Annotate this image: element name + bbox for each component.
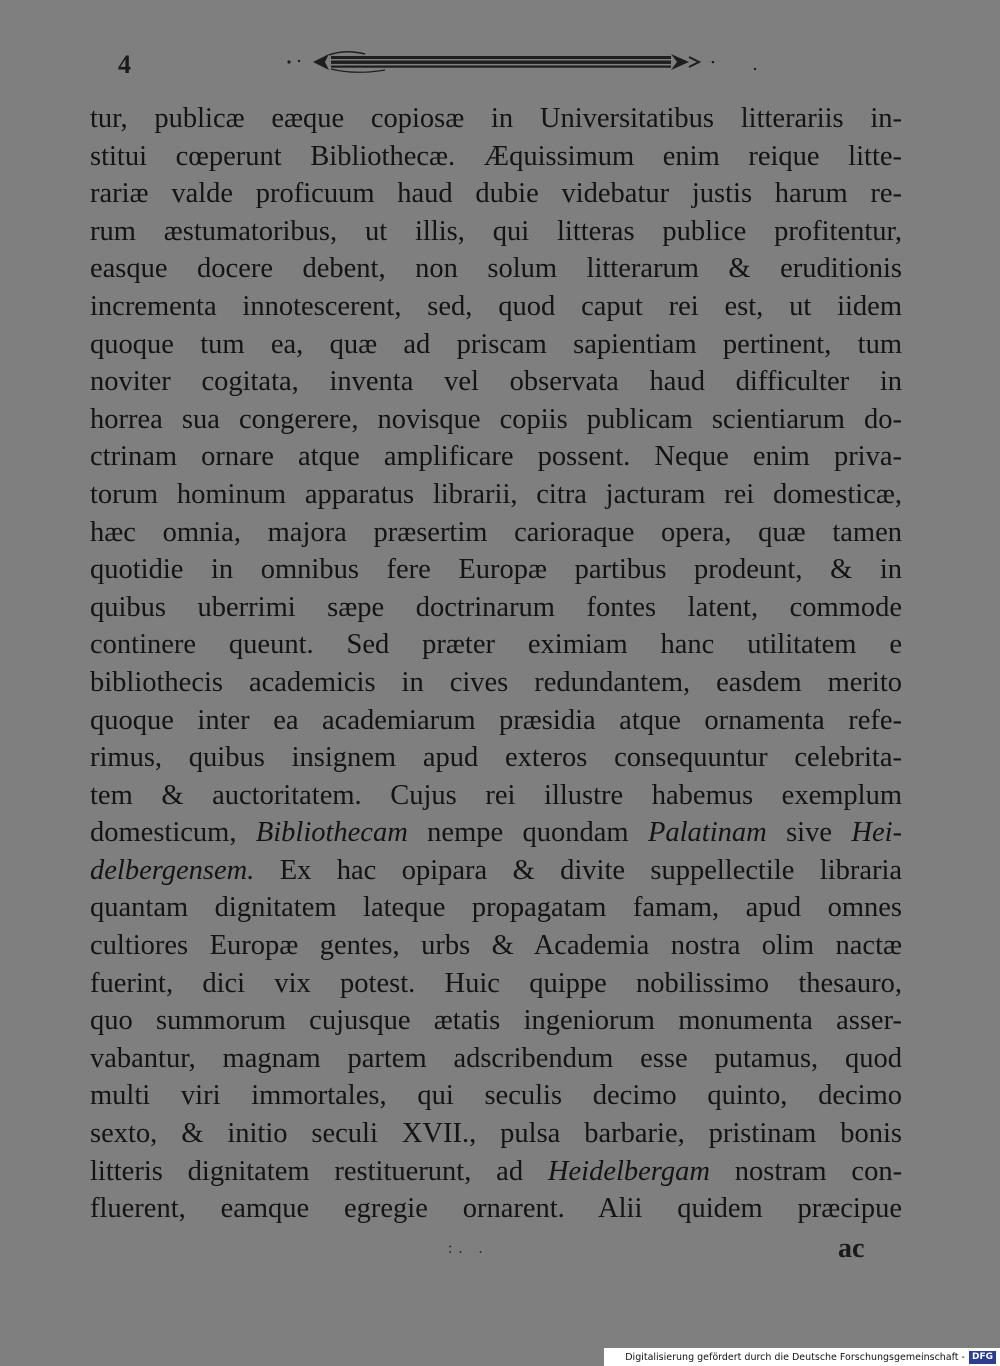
text-line: domesticum, Bibliothecam nempe quondam Palatinam sive Hei-: [90, 817, 903, 849]
text-line: rum æstumatoribus, ut illis, qui litteras publice profitentur,: [90, 215, 902, 247]
text-line: fuerint, dici vix potest. Huic quippe nobilissimo thesauro,: [90, 967, 902, 999]
text-line: cultiores Europæ gentes, urbs & Academia nostra olim nactæ: [90, 930, 902, 962]
text-line: torum hominum apparatus librarii, citra jacturam rei domesticæ,: [90, 478, 902, 510]
text-line: incrementa innotescerent, sed, quod caput rei est, ut iidem: [90, 290, 902, 322]
text-line: bibliothecis academicis in cives redundantem, easdem merito: [90, 666, 902, 698]
text-line: tur, publicæ eæque copiosæ in Universitatibus litterariis in-: [90, 103, 902, 134]
text-line: litteris dignitatem restituerunt, ad Heidelbergam nostram con-: [90, 1155, 903, 1187]
decorative-rule-ornament: [285, 45, 770, 79]
text-line: quoque tum ea, quæ ad priscam sapientiam pertinent, tum: [90, 328, 902, 360]
text-line: ctrinam ornare atque amplificare possent. Neque enim priva-: [90, 441, 902, 473]
dfg-logo: DFG: [969, 1351, 996, 1364]
digitization-footer: [604, 1348, 1000, 1366]
footer-credit-text: Digitalisierung gefördert durch die Deutsche Forschungsgemeinschaft -: [625, 1351, 965, 1363]
body-text: [90, 100, 902, 1228]
text-line: hæc omnia, majora præsertim carioraque opera, quæ tamen: [90, 516, 902, 548]
text-line: rariæ valde proficuum haud dubie videbatur justis harum re-: [90, 178, 902, 210]
text-line: delbergensem. Ex hac opipara & divite suppellectile libraria: [90, 854, 903, 886]
catchword: ac: [838, 1233, 865, 1264]
text-line: quoque inter ea academiarum præsidia atque ornamenta refe-: [90, 704, 902, 736]
text-line: stitui cœperunt Bibliothecæ. Æquissimum enim reique litte-: [90, 140, 902, 172]
page-number: 4: [118, 50, 131, 79]
text-line: multi viri immortales, qui seculis decimo quinto, decimo: [90, 1080, 902, 1112]
text-line: horrea sua congerere, novisque copiis publicam scientiarum do-: [90, 403, 902, 435]
text-line: quantam dignitatem lateque propagatam famam, apud omnes: [90, 892, 902, 924]
text-line: quibus uberrimi sæpe doctrinarum fontes latent, commode: [90, 591, 902, 623]
print-specks: :. .: [448, 1240, 489, 1257]
text-line: sexto, & initio seculi XVII., pulsa barbarie, pristinam bonis: [90, 1118, 902, 1150]
text-line: fluerent, eamque egregie ornarent. Alii quidem præcipue: [90, 1193, 902, 1225]
text-line: noviter cogitata, inventa vel observata haud difficulter in: [90, 366, 902, 398]
text-line: quotidie in omnibus fere Europæ partibus prodeunt, & in: [90, 554, 902, 586]
text-line: easque docere debent, non solum litterarum & eruditionis: [90, 253, 902, 285]
text-line: quo summorum cujusque ætatis ingeniorum monumenta asser-: [90, 1005, 902, 1037]
text-line: tem & auctoritatem. Cujus rei illustre habemus exemplum: [90, 779, 902, 811]
text-line: continere queunt. Sed præter eximiam hanc utilitatem e: [90, 629, 902, 661]
text-line: rimus, quibus insignem apud exteros consequuntur celebrita-: [90, 742, 902, 774]
text-line: vabantur, magnam partem adscribendum esse putamus, quod: [90, 1042, 902, 1074]
